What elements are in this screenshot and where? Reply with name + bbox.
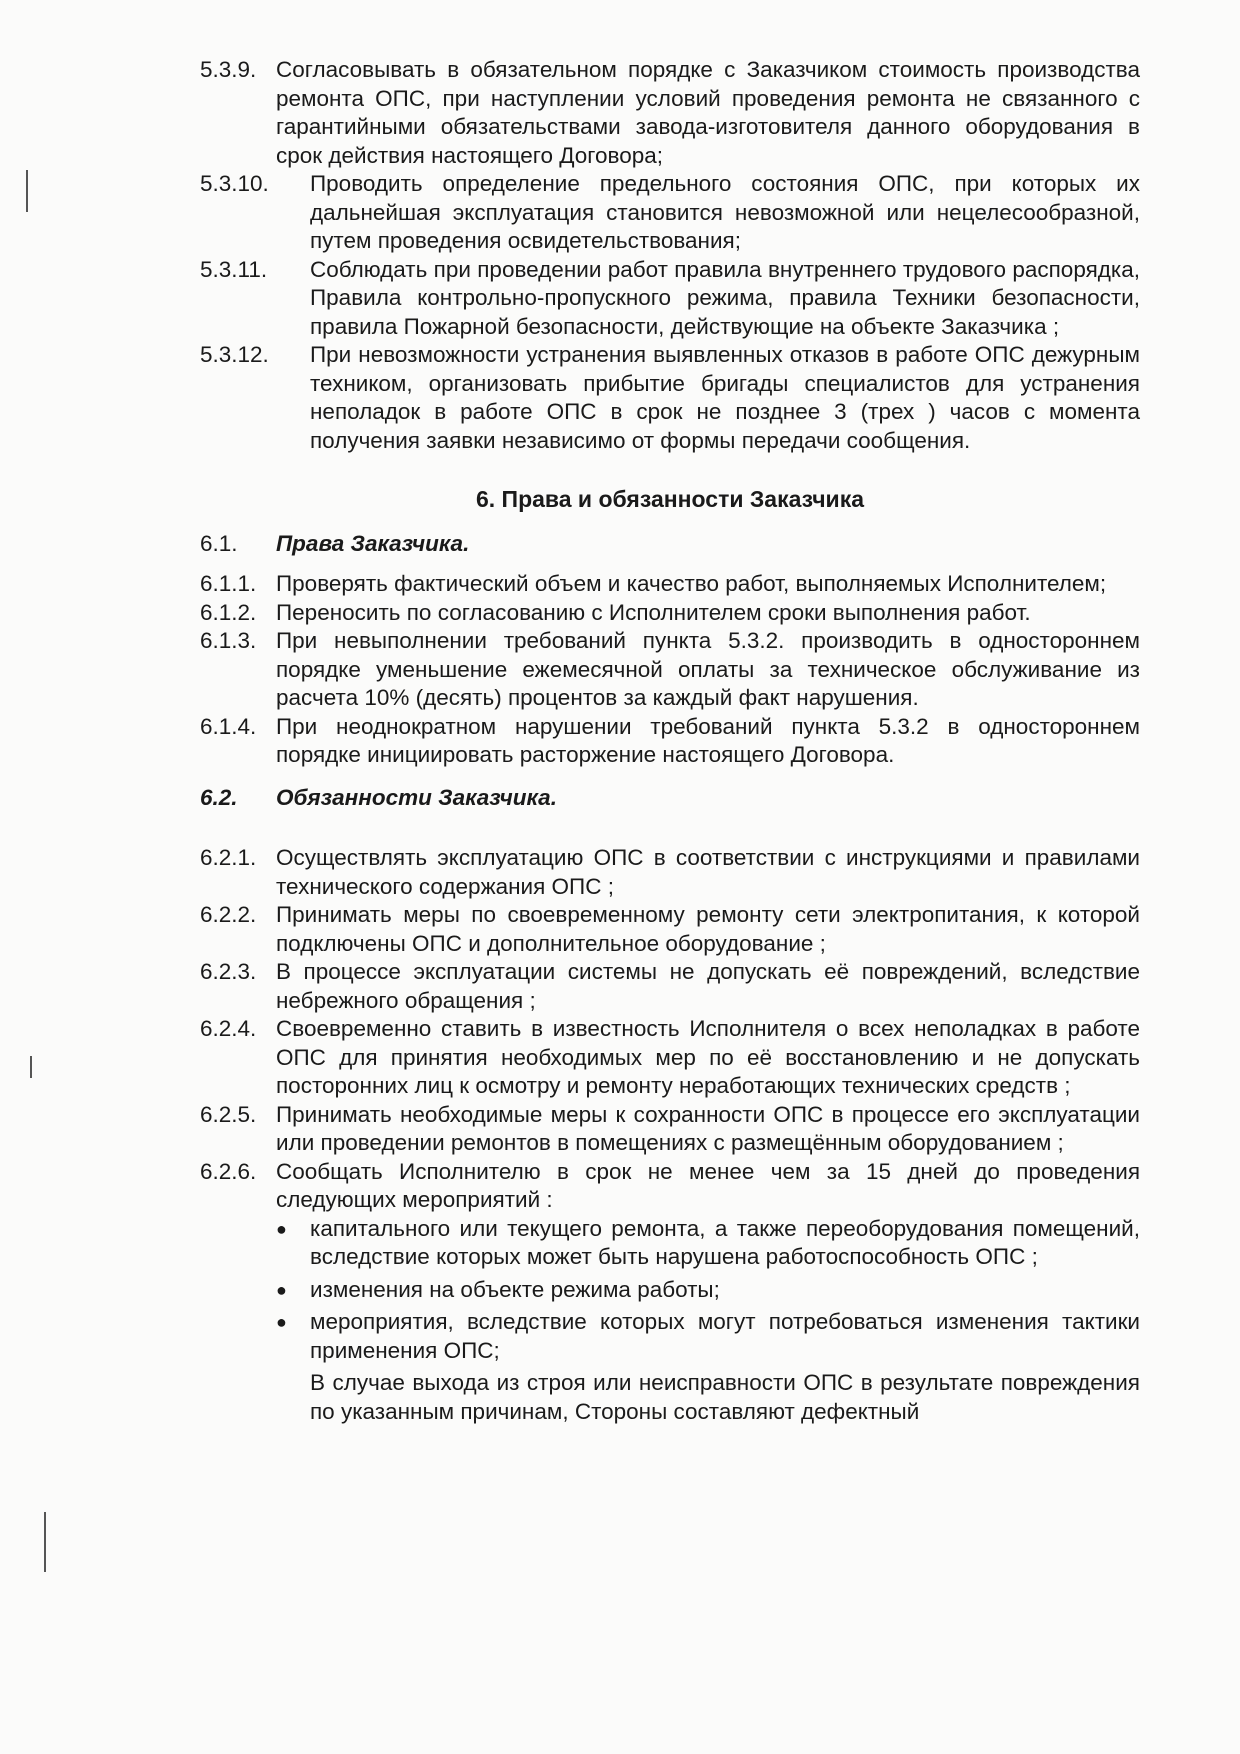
clause-6-2-5: [200, 1101, 1140, 1158]
clause-text: Сообщать Исполнителю в срок не менее чем за 15 дней до проведения следующих мероприятий :: [276, 1158, 1140, 1212]
clause-number: 5.3.10.: [200, 171, 269, 196]
scan-artifact: [30, 1056, 32, 1078]
clause-number: 6.1.3.: [200, 628, 257, 653]
clause-number: 6.1.1.: [200, 571, 257, 596]
list-item-text: капитального или текущего ремонта, а также переоборудования помещений, вследствие которых может быть нарушена работоспособность ОПС ;: [310, 1215, 1140, 1269]
subsection-number: 6.1.: [200, 530, 238, 556]
list-item: [276, 1276, 1140, 1305]
clause-6-1-1: [200, 570, 1140, 599]
clause-number: 5.3.9.: [200, 57, 257, 82]
clause-number: 6.2.5.: [200, 1101, 257, 1127]
clause-6-1-3: [200, 627, 1140, 713]
subsection-6-2-title: [200, 784, 1140, 813]
clause-text: Проводить определение предельного состояния ОПС, при которых их дальнейшая эксплуатация становится невозможной или нецелесообразной, путем проведения освидетельствования;: [310, 171, 1140, 253]
bullet-icon: ●: [276, 1218, 287, 1239]
bullet-list: [200, 1215, 1140, 1366]
closing-paragraph: В случае выхода из строя или неисправности ОПС в результате повреждения по указанным причинам, Стороны составляют дефектный: [310, 1370, 1140, 1424]
clause-text: Своевременно ставить в известность Исполнителя о всех неполадках в работе ОПС для принятия необходимых мер по её восстановлению и не допускать посторонних лиц к осмотру и ремонту неработающих технических средств ;: [276, 1016, 1140, 1098]
scan-artifact: [26, 170, 28, 212]
subsection-6-1-title: [200, 530, 1140, 559]
clause-5-3-9: [200, 56, 1140, 170]
clause-text: Соблюдать при проведении работ правила внутреннего трудового распорядка, Правила контрольно-пропускного режима, правила Техники безопасности, правила Пожарной безопасности, действующие на объекте Заказчика ;: [310, 256, 1140, 339]
clause-text: Принимать меры по своевременному ремонту сети электропитания, к которой подключены ОПС и дополнительное оборудование ;: [276, 902, 1140, 956]
subsection-number: 6.2.: [200, 784, 238, 810]
clause-number: 6.2.6.: [200, 1158, 257, 1184]
clause-text: Осуществлять эксплуатацию ОПС в соответствии с инструкциями и правилами технического содержания ОПС ;: [276, 845, 1140, 899]
clause-text: Переносить по согласованию с Исполнителем сроки выполнения работ.: [276, 599, 1031, 625]
clause-5-3-11: [200, 256, 1140, 342]
clause-number: 6.1.2.: [200, 599, 257, 625]
clause-6-1-4: [200, 713, 1140, 770]
clause-number: 6.2.2.: [200, 902, 257, 927]
clause-6-2-3: [200, 958, 1140, 1015]
clause-number: 6.2.1.: [200, 845, 257, 870]
scan-artifact: [44, 1512, 46, 1572]
clause-number: 6.2.3.: [200, 959, 257, 984]
spacer: [200, 824, 1140, 844]
clause-number: 5.3.12.: [200, 342, 269, 367]
subsection-title: Обязанности Заказчика.: [276, 784, 557, 810]
clause-text: Согласовывать в обязательном порядке с Заказчиком стоимость производства ремонта ОПС, при наступлении условий проведения ремонта не связанного с гарантийными обязательствами завода-изготовителя данного оборудования в срок действия настоящего Договора;: [276, 57, 1140, 168]
document-body: [200, 56, 1140, 1426]
clause-number: 6.2.4.: [200, 1016, 257, 1041]
clause-text: При неоднократном нарушении требований пункта 5.3.2 в одностороннем порядке инициировать расторжение настоящего Договора.: [276, 713, 1140, 767]
bullet-icon: ●: [276, 1312, 287, 1332]
list-item: [276, 1308, 1140, 1365]
clause-number: 6.1.4.: [200, 713, 257, 739]
clause-number: 5.3.11.: [200, 256, 268, 282]
clause-text: При невыполнении требований пункта 5.3.2. производить в одностороннем порядке уменьшение ежемесячной оплаты за техническое обслуживание из расчета 10% (десять) процентов за каждый факт нарушения.: [276, 628, 1140, 710]
clause-6-2-6: [200, 1158, 1140, 1215]
subsection-title: Права Заказчика.: [276, 530, 470, 556]
list-item-text: изменения на объекте режима работы;: [310, 1276, 720, 1302]
list-item: [276, 1215, 1140, 1272]
section-6-heading: 6. Права и обязанности Заказчика: [475, 486, 865, 512]
clause-6-2-1: [200, 844, 1140, 901]
clause-5-3-10: [200, 170, 1140, 256]
clause-5-3-12: [200, 341, 1140, 455]
clause-text: Проверять фактический объем и качество работ, выполняемых Исполнителем;: [276, 571, 1107, 596]
clause-6-1-2: [200, 599, 1140, 628]
list-item-text: мероприятия, вследствие которых могут потребоваться изменения тактики применения ОПС;: [310, 1309, 1140, 1363]
clause-text: Принимать необходимые меры к сохранности ОПС в процессе его эксплуатации или проведении ремонтов в помещениях с размещённым оборудованием ;: [276, 1101, 1140, 1155]
clause-6-2-4: [200, 1015, 1140, 1101]
clause-6-2-2: [200, 901, 1140, 958]
clause-text: При невозможности устранения выявленных отказов в работе ОПС дежурным техником, организовать прибытие бригады специалистов для устранения неполадок в работе ОПС в срок не позднее 3 (трех ) часов с момента получения заявки независимо от формы передачи сообщения.: [310, 342, 1140, 453]
bullet-icon: ●: [276, 1279, 287, 1300]
clause-text: В процессе эксплуатации системы не допускать её повреждений, вследствие небрежного обращения ;: [276, 959, 1140, 1013]
